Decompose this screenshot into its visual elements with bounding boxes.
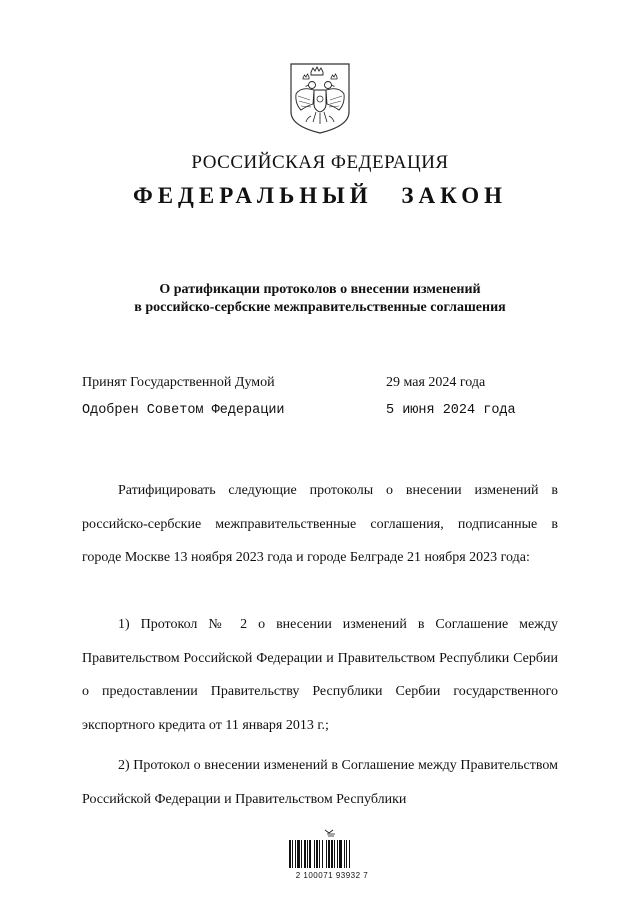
barcode-bar: [319, 840, 320, 868]
barcode-bar: [295, 840, 296, 868]
law-title-line-1: О ратификации протоколов о внесении изменений: [159, 282, 481, 297]
barcode-bar: [339, 840, 342, 868]
barcode-bar: [346, 840, 347, 868]
law-title-line-2: в российско-сербские межправительственные соглашения: [134, 300, 506, 315]
barcode-bar: [301, 840, 302, 868]
barcode-number: 2 100071 93932 7: [295, 871, 369, 880]
barcode-bar: [328, 840, 330, 868]
barcode-icon: [287, 828, 377, 870]
barcode-bar: [314, 840, 315, 868]
barcode-bar: [304, 840, 306, 868]
barcode-block: [287, 828, 377, 884]
barcode-bar: [334, 840, 335, 868]
council-label: Одобрен Советом Федерации: [82, 403, 285, 418]
barcode-bar: [322, 840, 323, 868]
item-2-paragraph: 2) Протокол о внесении изменений в Соглашение между Правительством Российской Федерации и Правительством Республики: [82, 758, 558, 807]
barcode-bar: [307, 840, 308, 868]
barcode-bar: [344, 840, 345, 868]
barcode-bar: [337, 840, 338, 868]
coat-of-arms-icon: [287, 60, 353, 136]
law-title: [0, 281, 640, 317]
barcode-bar: [297, 840, 300, 868]
body-item-1: [82, 608, 558, 742]
body-intro: [82, 474, 558, 575]
barcode-bar: [309, 840, 311, 868]
item-1-paragraph: 1) Протокол № 2 о внесении изменений в Соглашение между Правительством Российской Федерации и Правительством Республики Сербии о предоставлении Правительству Республики Сербии государственного экспортного кредита от 11 января 2013 г.;: [82, 617, 558, 733]
duma-date: 29 мая 2024 года: [386, 375, 486, 390]
council-date: 5 июня 2024 года: [386, 403, 516, 418]
barcode-bar: [289, 840, 291, 868]
barcode-bar: [316, 840, 318, 868]
barcode-bar: [349, 840, 350, 868]
body-item-2: [82, 749, 558, 816]
barcode-bar: [331, 840, 333, 868]
intro-paragraph: Ратифицировать следующие протоколы о внесении изменений в российско-сербские межправительственные соглашения, подписанные в городе Москве 13 ноября 2023 года и городе Белграде 21 ноября 2023 года:: [82, 483, 558, 566]
law-type-heading: ФЕДЕРАЛЬНЫЙ ЗАКОН: [132, 183, 508, 208]
barcode-bar: [326, 840, 327, 868]
duma-label: Принят Государственной Думой: [82, 375, 275, 390]
barcode-bar: [292, 840, 293, 868]
country-name: РОССИЙСКАЯ ФЕДЕРАЦИЯ: [191, 152, 449, 173]
